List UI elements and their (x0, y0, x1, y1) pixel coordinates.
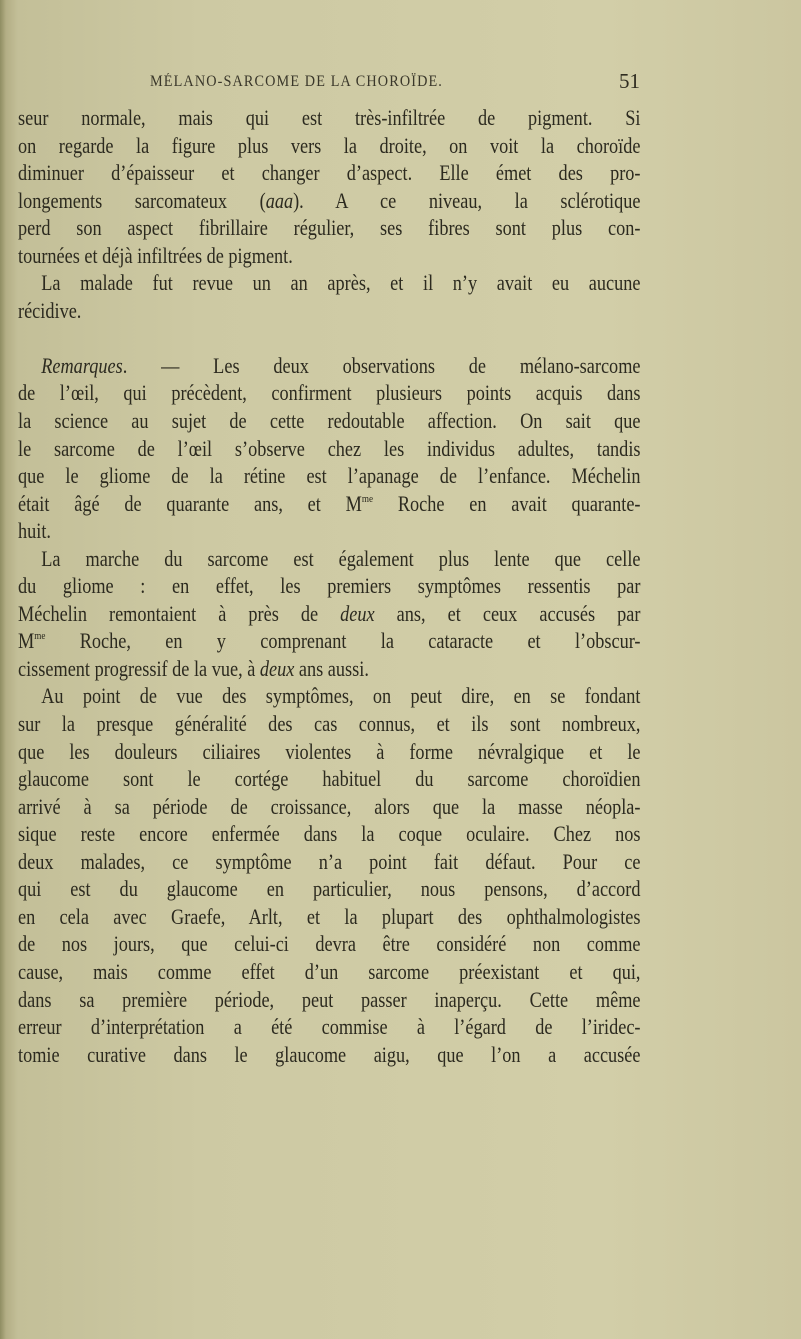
superscript: me (34, 630, 46, 643)
section-lead: Remarques (41, 352, 123, 378)
text-line: perd son aspect fibrillaire régulier, ses fibres sont plus con- (18, 215, 641, 241)
text-run: Roche, en y comprenant la cataracte et l’obscur- (45, 628, 641, 654)
text-line: arrivé à sa période de croissance, alors que la masse néopla- (18, 793, 641, 819)
page-number: 51 (619, 69, 640, 93)
figure-reference: aaa (265, 187, 294, 213)
emphasis: deux (259, 655, 295, 681)
text-run: Méchelin remontaient à près de (18, 600, 341, 626)
page-header (150, 69, 640, 103)
text-line: glaucome sont le cortége habituel du sarcome choroïdien (18, 766, 641, 792)
text-line: La malade fut revue un an après, et il n’y avait eu aucune (41, 270, 641, 296)
text-run: ans, et ceux accusés par (374, 600, 641, 626)
text-line (18, 490, 641, 518)
text-line: huit. (18, 518, 51, 544)
text-line (18, 352, 641, 380)
text-run: était âgé de quarante ans, et M (18, 490, 362, 516)
text-line: sur la presque généralité des cas connus, et ils sont nombreux, (18, 711, 641, 737)
text-line: erreur d’interprétation a été commise à l’égard de l’iridec- (18, 1014, 641, 1040)
text-line: que le gliome de la rétine est l’apanage de l’enfance. Méchelin (18, 463, 641, 489)
text-line: tournées et déjà infiltrées de pigment. (18, 242, 293, 268)
text-line: la science au sujet de cette redoutable affection. On sait que (18, 408, 641, 434)
text-line: qui est du glaucome en particulier, nous pensons, d’accord (18, 876, 641, 902)
text-line: dans sa première période, peut passer inaperçu. Cette même (18, 986, 641, 1012)
text-line (18, 655, 641, 683)
emphasis: deux (340, 600, 375, 626)
text-line: sique reste encore enfermée dans la coque oculaire. Chez nos (18, 821, 641, 847)
text-line: Au point de vue des symptômes, on peut dire, en se fondant (41, 683, 641, 709)
text-run: ans aussi. (294, 655, 369, 681)
text-run: M (18, 628, 35, 654)
text-run: Roche en avait quarante- (373, 490, 641, 516)
text-line: La marche du sarcome est également plus lente que celle (41, 545, 641, 571)
text-line: que les douleurs ciliaires violentes à forme névralgique et le (18, 738, 641, 764)
text-line: on regarde la figure plus vers la droite, on voit la choroïde (18, 132, 641, 158)
text-run: . — Les deux observations de mélano-sarcome (122, 352, 641, 378)
text-line: de l’œil, qui précèdent, confirment plusieurs points acquis dans (18, 380, 641, 406)
text-run: longements sarcomateux ( (18, 187, 266, 213)
text-line (18, 187, 641, 215)
text-line (18, 627, 641, 655)
text-line: du gliome : en effet, les premiers symptômes ressentis par (18, 573, 641, 599)
text-line: cause, mais comme effet d’un sarcome préexistant et qui, (18, 958, 641, 984)
text-line: le sarcome de l’œil s’observe chez les individus adultes, tandis (18, 435, 641, 461)
text-line: deux malades, ce symptôme n’a point fait défaut. Pour ce (18, 848, 641, 874)
text-line (18, 600, 641, 628)
superscript: me (361, 492, 374, 505)
text-line: diminuer d’épaisseur et changer d’aspect. Elle émet des pro- (18, 160, 641, 186)
text-line: en cela avec Graefe, Arlt, et la plupart des ophthalmologistes (18, 903, 641, 929)
text-line: de nos jours, que celui-ci devra être considéré non comme (18, 931, 641, 957)
text-line: seur normale, mais qui est très-infiltrée de pigment. Si (18, 105, 641, 130)
running-title: MÉLANO-SARCOME DE LA CHOROÏDE. (150, 73, 443, 90)
text-run: ). A ce niveau, la sclérotique (293, 187, 641, 213)
text-run: cissement progressif de la vue, à (18, 655, 260, 681)
paragraph-gap (18, 324, 640, 352)
body-text (18, 104, 640, 1068)
text-line: récidive. (18, 297, 82, 323)
text-line: tomie curative dans le glaucome aigu, que l’on a accusée (18, 1041, 641, 1067)
